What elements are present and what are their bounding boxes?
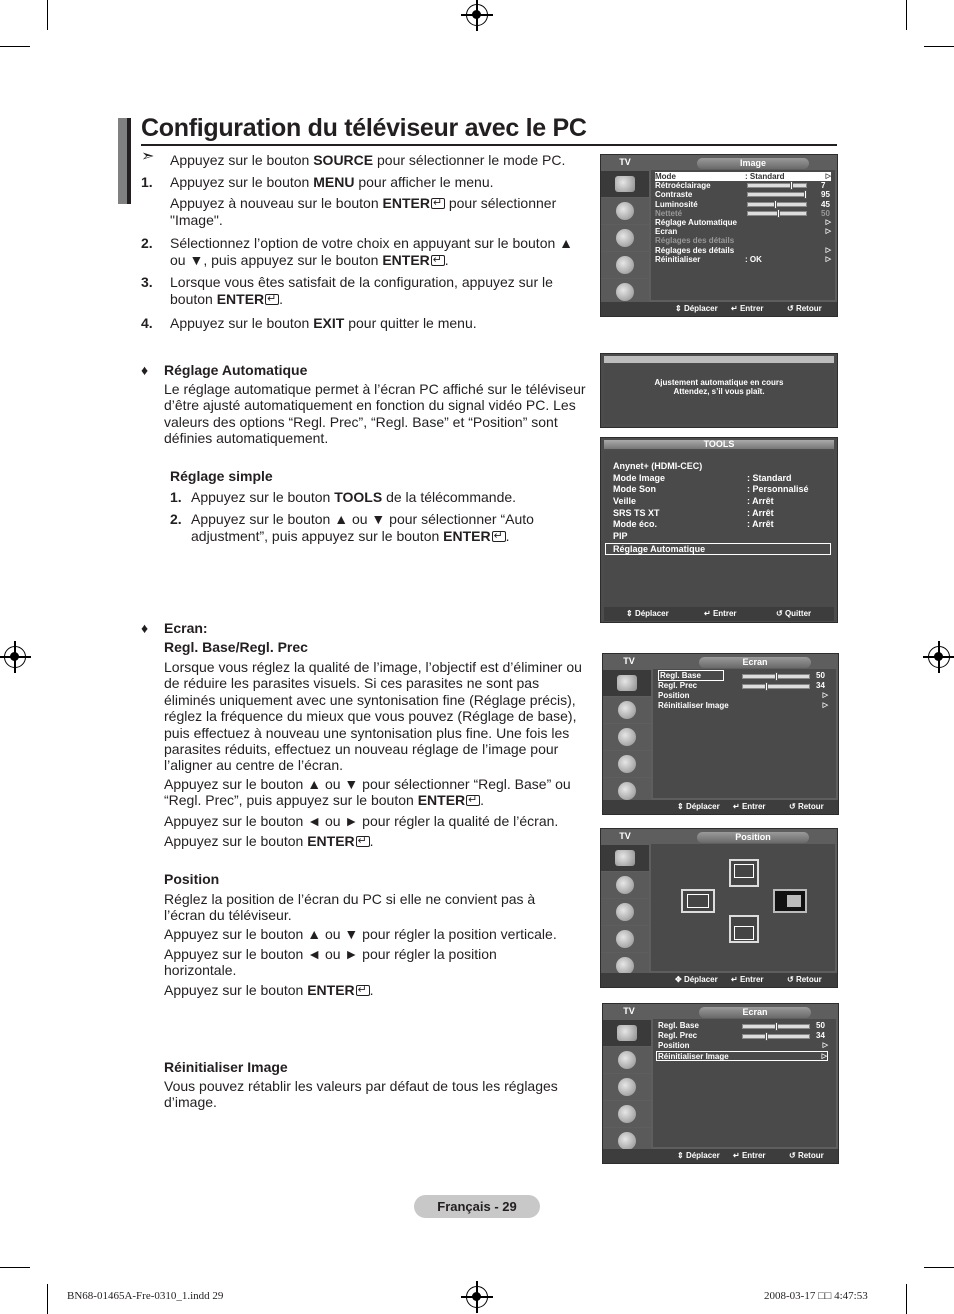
move-hint: ✥ Déplacer	[675, 975, 718, 984]
tv-label: TV	[619, 831, 631, 841]
menu-row[interactable]: Regl. Base 50	[658, 1021, 825, 1030]
step-number: 2.	[141, 235, 153, 251]
step-2: Sélectionnez l’option de votre choix en appuyant sur le bouton ▲ ou ▼, puis appuyez sur le bouton ENTER↵ .	[170, 235, 590, 269]
move-hint: ⇕ Déplacer	[626, 609, 669, 618]
channel-icon	[603, 1074, 651, 1100]
position-up-icon[interactable]	[729, 859, 759, 887]
tools-row[interactable]: SRS TS XT : Arrêt	[613, 507, 774, 518]
arrow-icon: ➣	[141, 148, 155, 165]
step-1b: Appuyez à nouveau sur le bouton ENTER↵ pour sélectionner "Image".	[170, 195, 590, 229]
crop-mark	[47, 0, 48, 30]
menu-row[interactable]: Regl. Prec 34	[658, 681, 825, 690]
sound-icon	[601, 198, 649, 224]
simple-step-2: Appuyez sur le bouton ▲ ou ▼ pour sélectionner “Auto adjustment”, puis appuyez sur le bouton ENTER↵ .	[191, 511, 576, 545]
step-1a: Appuyez sur le bouton MENU pour afficher le menu.	[170, 174, 494, 190]
auto-message-1: Ajustement automatique en cours	[654, 378, 784, 387]
image-menu-list	[655, 172, 831, 264]
menu-row[interactable]: Rétroéclairage 7	[655, 181, 826, 191]
bullet-icon: ♦	[141, 362, 149, 378]
crop-mark	[924, 46, 954, 47]
enter-hint: ↵ Entrer	[731, 304, 764, 313]
menu-footer	[603, 1149, 838, 1163]
page-title: Configuration du téléviseur avec le PC	[141, 114, 587, 142]
menu-title: Ecran	[699, 1007, 811, 1018]
print-file-info: BN68-01465A-Fre-0310_1.indd 29	[67, 1290, 224, 1302]
bullet-icon: ♦	[141, 620, 149, 636]
exit-hint: ↺ Quitter	[776, 609, 812, 618]
registration-mark-icon	[4, 646, 26, 668]
menu-row[interactable]: Luminosité 45	[655, 199, 830, 209]
menu-title: Image	[697, 158, 809, 169]
menu-row[interactable]: Position ▷	[658, 691, 828, 700]
menu-row[interactable]: Ecran ▷	[655, 227, 831, 237]
title-accent-bar	[127, 118, 131, 204]
tv-screen-image-menu	[600, 154, 838, 317]
step-number: 3.	[141, 274, 153, 290]
crop-mark	[906, 1284, 907, 1314]
sidebar	[601, 171, 649, 306]
ecran-subheading: Regl. Base/Regl. Prec	[164, 639, 308, 655]
menu-row[interactable]: Réinitialiser Image ▷	[658, 701, 828, 710]
return-hint: ↺ Retour	[789, 1151, 824, 1160]
crop-mark	[924, 1267, 954, 1268]
crop-mark	[47, 1284, 48, 1314]
ecran-body-4: Appuyez sur le bouton ENTER↵ .	[164, 833, 592, 850]
picture-icon	[601, 171, 649, 197]
ecran-menu-list	[658, 671, 828, 711]
setup-icon	[603, 1101, 651, 1127]
menu-row[interactable]: Réglage Automatique ▷	[655, 217, 831, 227]
move-hint: ⇕ Déplacer	[677, 802, 720, 811]
ecran-heading: Ecran:	[164, 620, 208, 636]
step-number: 4.	[141, 315, 153, 331]
menu-footer	[603, 800, 838, 814]
return-hint: ↺ Retour	[789, 802, 824, 811]
menu-row-selected[interactable]: Réinitialiser Image ▷	[658, 1052, 827, 1061]
channel-icon	[601, 225, 649, 251]
menu-title: Position	[697, 832, 809, 843]
menu-title: Ecran	[699, 657, 811, 668]
menu-row[interactable]: Réglages des détails ▷	[655, 245, 831, 255]
sound-icon	[601, 872, 649, 898]
position-body-2: Appuyez sur le bouton ▲ ou ▼ pour régler la position verticale.	[164, 926, 557, 942]
position-right-icon[interactable]	[773, 889, 807, 913]
position-body-1: Réglez la position de l’écran du PC si elle ne convient pas à l’écran du téléviseur.	[164, 891, 536, 924]
simple-step-1: Appuyez sur le bouton TOOLS de la télécommande.	[191, 489, 517, 505]
channel-icon	[601, 899, 649, 925]
channel-icon	[603, 724, 651, 750]
menu-row[interactable]: Réglages des détails	[655, 236, 735, 246]
enter-hint: ↵ Entrer	[733, 1151, 766, 1160]
tools-row-selected[interactable]: Réglage Automatique	[605, 543, 831, 555]
sound-icon	[603, 697, 651, 723]
tools-menu-list	[613, 461, 831, 555]
sidebar	[603, 670, 651, 805]
enter-hint: ↵ Entrer	[704, 609, 737, 618]
auto-adjust-screen	[600, 353, 838, 428]
sidebar	[603, 1020, 651, 1155]
tools-title: TOOLS	[604, 440, 834, 449]
tools-row[interactable]: Veille : Arrêt	[613, 496, 774, 507]
return-hint: ↺ Retour	[787, 304, 822, 313]
auto-message-2: Attendez, s’il vous plaît.	[673, 387, 765, 396]
setup-icon	[601, 252, 649, 278]
menu-footer	[601, 302, 837, 316]
step-number: 2.	[170, 511, 182, 527]
menu-row[interactable]: Réinitialiser : OK ▷	[655, 254, 831, 264]
return-hint: ↺ Retour	[787, 975, 822, 984]
tv-screen-position	[600, 828, 838, 988]
simple-heading: Réglage simple	[170, 468, 273, 484]
position-heading: Position	[164, 871, 220, 887]
step-intro: Appuyez sur le bouton SOURCE pour sélectionner le mode PC.	[170, 152, 566, 168]
ecran-body-1: Lorsque vous réglez la qualité de l’image, l’objectif est d’éliminer ou de réduire les parasites visuels. Si ces parasites ne sont pas éliminés uniquement avec une syntonisation fine (Réglage précis), réglez la fréquence du mieux que vous pouvez (Réglage de base), puis effectuez à nouveau une syntonisation plus fine. Une fois les parasites réduits, effectuez un nouveau réglage de l’image pour l’aligner au centre de l’écran.	[164, 659, 582, 774]
ecran-menu-list	[658, 1021, 828, 1061]
position-left-icon[interactable]	[681, 889, 715, 913]
registration-mark-icon	[466, 4, 488, 26]
menu-row[interactable]: Mode : Standard ▷	[655, 172, 831, 181]
position-body-3: Appuyez sur le bouton ◄ ou ► pour régler la position horizontale.	[164, 946, 497, 979]
tools-row[interactable]: Mode Image : Standard	[613, 472, 792, 483]
ecran-body-2: Appuyez sur le bouton ▲ ou ▼ pour sélectionner “Regl. Base” ou “Regl. Prec”, puis appuyez sur le bouton ENTER↵ .	[164, 776, 586, 809]
setup-icon	[603, 751, 651, 777]
print-timestamp: 2008-03-17 □□ 4:47:53	[764, 1290, 868, 1302]
setup-icon	[601, 926, 649, 952]
tv-label: TV	[623, 1006, 635, 1016]
tools-row[interactable]: Mode Son : Personnalisé	[613, 484, 809, 495]
tv-screen-ecran-reset	[602, 1003, 839, 1164]
page-number-label: Français - 29	[414, 1195, 540, 1218]
crop-mark	[906, 0, 907, 30]
menu-row[interactable]: Contraste 95	[655, 190, 830, 200]
step-number: 1.	[170, 489, 182, 505]
sidebar	[601, 845, 649, 980]
registration-mark-icon	[928, 646, 950, 668]
tools-row[interactable]: Anynet+ (HDMI-CEC)	[613, 461, 703, 471]
crop-mark	[0, 1267, 30, 1268]
tools-footer	[604, 607, 834, 621]
tools-row[interactable]: PIP	[613, 531, 628, 542]
tv-screen-ecran-menu	[602, 653, 839, 815]
menu-footer	[601, 973, 837, 987]
position-body-4: Appuyez sur le bouton ENTER↵ .	[164, 982, 592, 999]
sound-icon	[603, 1047, 651, 1073]
picture-icon	[603, 670, 651, 696]
step-4: Appuyez sur le bouton EXIT pour quitter le menu.	[170, 315, 477, 331]
step-number: 1.	[141, 174, 153, 190]
menu-row[interactable]: Regl. Base 50	[660, 671, 825, 680]
picture-icon	[601, 845, 649, 871]
move-hint: ⇕ Déplacer	[677, 1151, 720, 1160]
crop-mark	[0, 46, 30, 47]
move-hint: ⇕ Déplacer	[675, 304, 718, 313]
enter-hint: ↵ Entrer	[733, 802, 766, 811]
tv-label: TV	[619, 157, 631, 167]
tv-label: TV	[623, 656, 635, 666]
menu-row[interactable]: Regl. Prec 34	[658, 1031, 825, 1040]
title-rule	[141, 144, 837, 146]
auto-body: Le réglage automatique permet à l’écran PC affiché sur le téléviseur d’être ajusté automatiquement en fonction du signal vidéo PC. Les valeurs des options “Regl. Prec”, “Regl. Base” et “Position” sont définies automatiquement.	[164, 381, 586, 447]
tools-screen	[600, 437, 838, 623]
auto-heading: Réglage Automatique	[164, 362, 308, 378]
reset-body: Vous pouvez rétablir les valeurs par défaut de tous les réglages d’image.	[164, 1078, 558, 1111]
reset-heading: Réinitialiser Image	[164, 1059, 288, 1075]
menu-row[interactable]: Position ▷	[658, 1041, 828, 1050]
ecran-body-3: Appuyez sur le bouton ◄ ou ► pour régler la qualité de l’écran.	[164, 813, 559, 829]
enter-hint: ↵ Entrer	[731, 975, 764, 984]
menu-row[interactable]: Netteté 50	[655, 208, 830, 218]
tools-row[interactable]: Mode éco. : Arrêt	[613, 519, 774, 530]
step-3: Lorsque vous êtes satisfait de la configuration, appuyez sur le bouton ENTER↵ .	[170, 274, 590, 308]
position-down-icon[interactable]	[729, 915, 759, 943]
registration-mark-icon	[466, 1286, 488, 1308]
picture-icon	[603, 1020, 651, 1046]
